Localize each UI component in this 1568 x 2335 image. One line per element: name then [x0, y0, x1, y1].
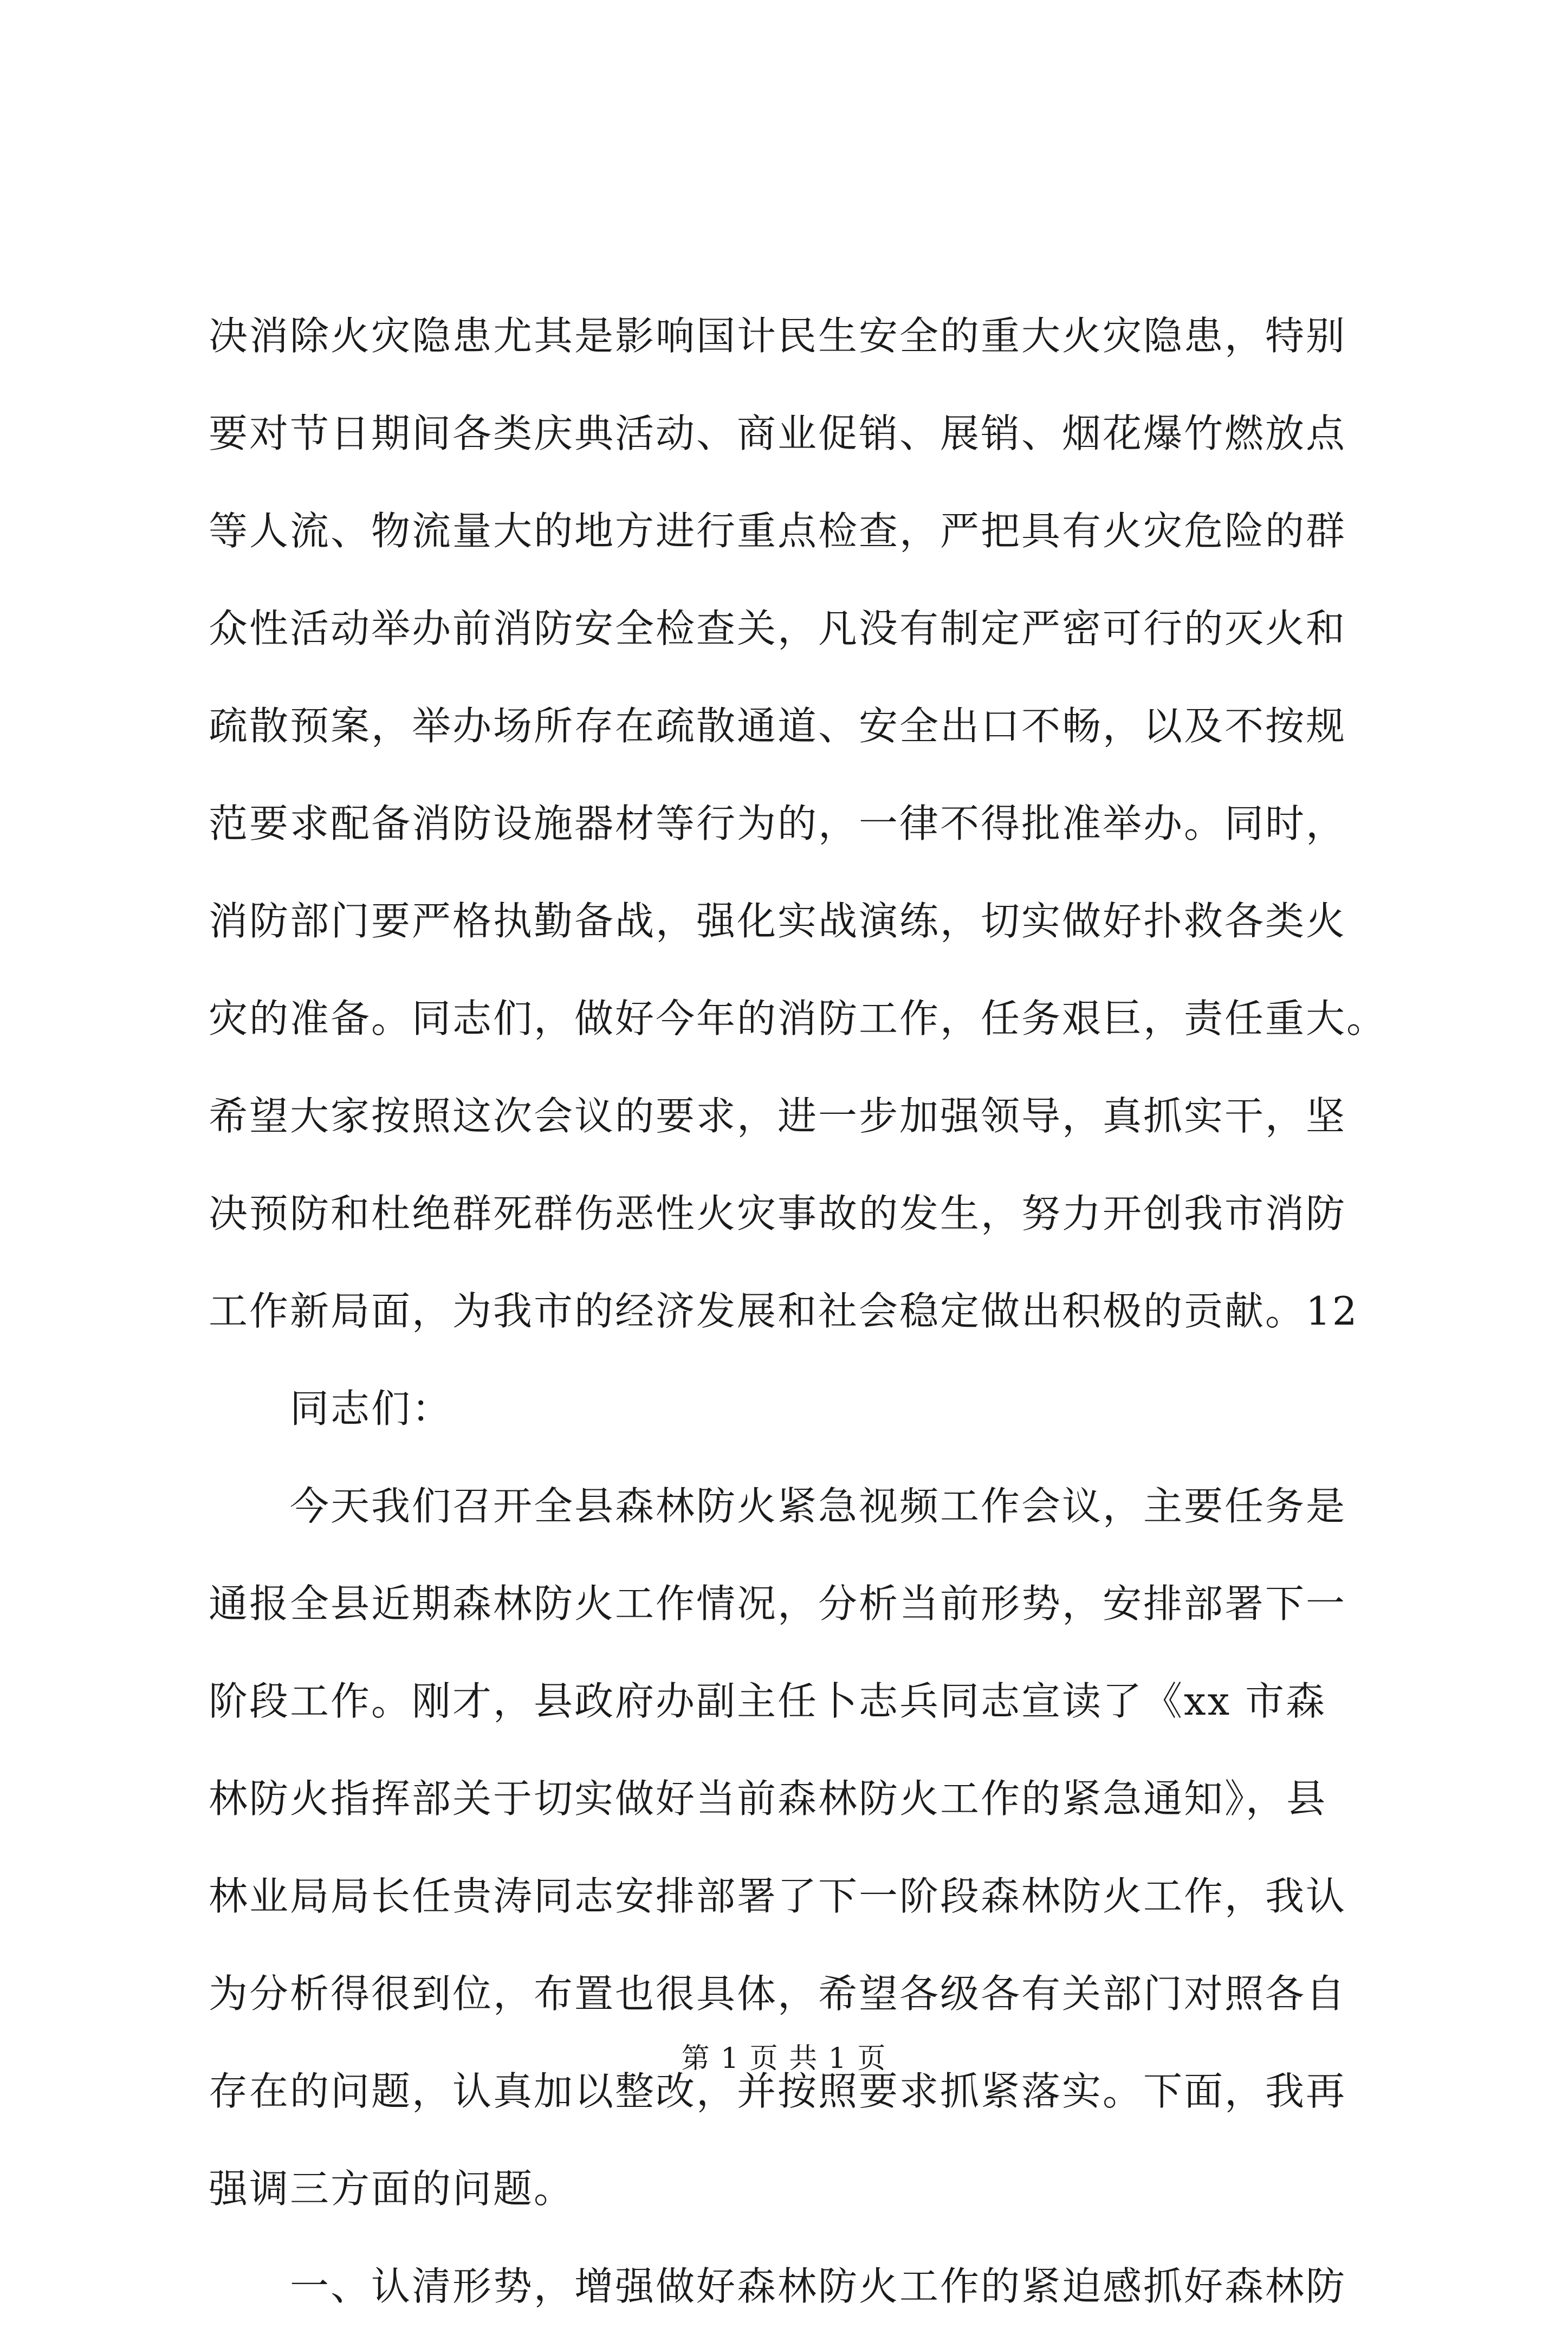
text-line: 决预防和杜绝群死群伤恶性火灾事故的发生，努力开创我市消防	[209, 1191, 1347, 1236]
text-line: 希望大家按照这次会议的要求，进一步加强领导，真抓实干，坚	[209, 1093, 1347, 1139]
text-line: 众性活动举办前消防安全检查关，凡没有制定严密可行的灭火和	[209, 606, 1347, 651]
text-line: 范要求配备消防设施器材等行为的，一律不得批准举办。同时，	[209, 801, 1347, 846]
text-line: 灾的准备。同志们，做好今年的消防工作，任务艰巨，责任重大。	[209, 996, 1388, 1041]
document-body	[209, 287, 1388, 2335]
text-line: 疏散预案，举办场所存在疏散通道、安全出口不畅，以及不按规	[209, 703, 1347, 749]
text-line: 一、认清形势，增强做好森林防火工作的紧迫感抓好森林防	[290, 2263, 1347, 2309]
text-line: 等人流、物流量大的地方进行重点检查，严把具有火灾危险的群	[209, 508, 1347, 554]
page-footer: 第 1 页 共 1 页	[681, 2042, 887, 2075]
text-line: 要对节日期间各类庆典活动、商业促销、展销、烟花爆竹燃放点	[209, 411, 1347, 456]
text-line: 林业局局长任贵涛同志安排部署了下一阶段森林防火工作，我认	[209, 1873, 1347, 1919]
text-line: 今天我们召开全县森林防火紧急视频工作会议，主要任务是	[290, 1483, 1347, 1529]
text-line: 通报全县近期森林防火工作情况，分析当前形势，安排部署下一	[209, 1581, 1347, 1626]
text-line: 为分析得很到位，布置也很具体，希望各级各有关部门对照各自	[209, 1971, 1347, 2016]
text-line: 决消除火灾隐患尤其是影响国计民生安全的重大火灾隐患，特别	[209, 313, 1347, 359]
text-line: 工作新局面，为我市的经济发展和社会稳定做出积极的贡献。12	[209, 1288, 1359, 1334]
text-line: 同志们：	[290, 1386, 453, 1431]
text-line: 阶段工作。刚才，县政府办副主任卜志兵同志宣读了《xx 市森	[209, 1678, 1327, 1724]
text-line: 林防火指挥部关于切实做好当前森林防火工作的紧急通知》，县	[209, 1776, 1327, 1821]
text-line: 强调三方面的问题。	[209, 2166, 575, 2211]
text-line: 消防部门要严格执勤备战，强化实战演练，切实做好扑救各类火	[209, 898, 1347, 944]
text-line: 存在的问题，认真加以整改，并按照要求抓紧落实。下面，我再	[209, 2068, 1347, 2114]
